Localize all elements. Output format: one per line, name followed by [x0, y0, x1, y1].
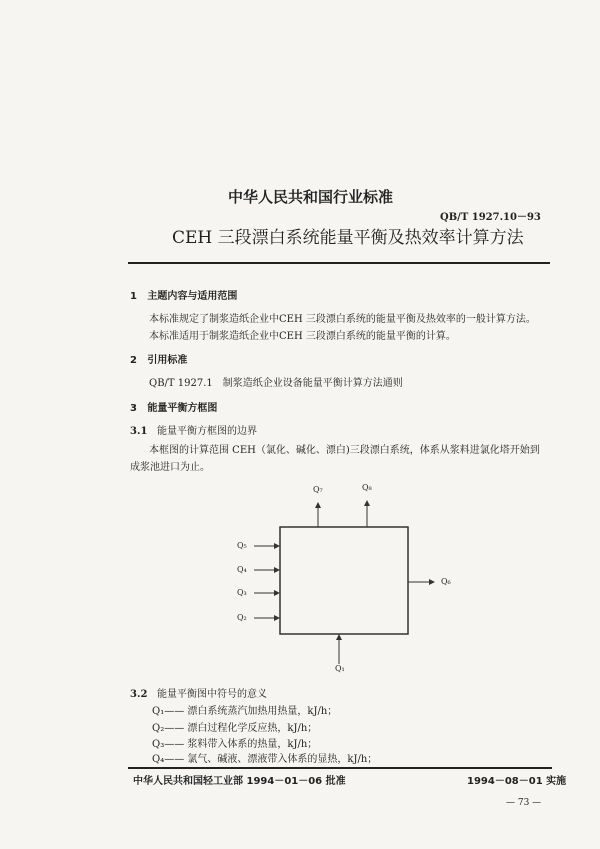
system-boundary-box — [280, 527, 408, 634]
label-q4: Q₄ — [237, 565, 247, 574]
label-q5: Q₅ — [237, 541, 247, 550]
section-3-heading: 3 能量平衡方框图 — [130, 403, 218, 414]
document-title: CEH 三段漂白系统能量平衡及热效率计算方法 — [172, 228, 524, 248]
label-q6: Q₆ — [441, 577, 451, 586]
label-q7: Q₇ — [313, 485, 323, 494]
section-1-para-1: 本标准规定了制浆造纸企业中CEH 三段漂白系统的能量平衡及热效率的一般计算方法。 — [149, 314, 536, 325]
standard-code: QB/T 1927.10－93 — [440, 212, 541, 223]
symbol-item: Q₂—— 漂白过程化学反应热，kJ/h； — [152, 723, 318, 734]
label-q2: Q₂ — [237, 613, 247, 622]
label-q8: Q₈ — [362, 483, 372, 492]
section-3-1-para-2: 成浆池进口为止。 — [130, 462, 210, 473]
approval-note: 中华人民共和国轻工业部 1994－01－06 批准 — [133, 776, 346, 787]
footer-rule — [128, 767, 552, 769]
effective-date: 1994－08－01 实施 — [467, 776, 567, 787]
symbol-item: Q₃—— 浆料带入体系的热量，kJ/h； — [152, 739, 318, 750]
page-number: — 73 — — [506, 798, 542, 808]
label-q3: Q₃ — [237, 588, 247, 597]
section-3-2-heading: 3.2 能量平衡图中符号的意义 — [130, 689, 267, 700]
section-2-reference: QB/T 1927.1 制浆造纸企业设备能量平衡计算方法通则 — [149, 378, 403, 389]
symbol-item: Q₄—— 氯气、碱液、漂液带入体系的显热，kJ/h； — [152, 754, 378, 765]
section-3-1-heading: 3.1 能量平衡方框图的边界 — [130, 426, 257, 437]
issuing-org: 中华人民共和国行业标准 — [228, 188, 394, 206]
section-3-1-para-1: 本框图的计算范围 CEH（氯化、碱化、漂白)三段漂白系统，体系从浆料进氯化塔开始到 — [149, 445, 540, 456]
section-2-heading: 2 引用标准 — [130, 355, 188, 366]
section-1-heading: 1 主题内容与适用范围 — [130, 291, 238, 302]
symbol-item: Q₁—— 漂白系统蒸汽加热用热量，kJ/h； — [152, 706, 338, 717]
label-q1: Q₁ — [335, 664, 345, 673]
section-1-para-2: 本标准适用于制浆造纸企业中CEH 三段漂白系统的能量平衡的计算。 — [149, 331, 456, 342]
